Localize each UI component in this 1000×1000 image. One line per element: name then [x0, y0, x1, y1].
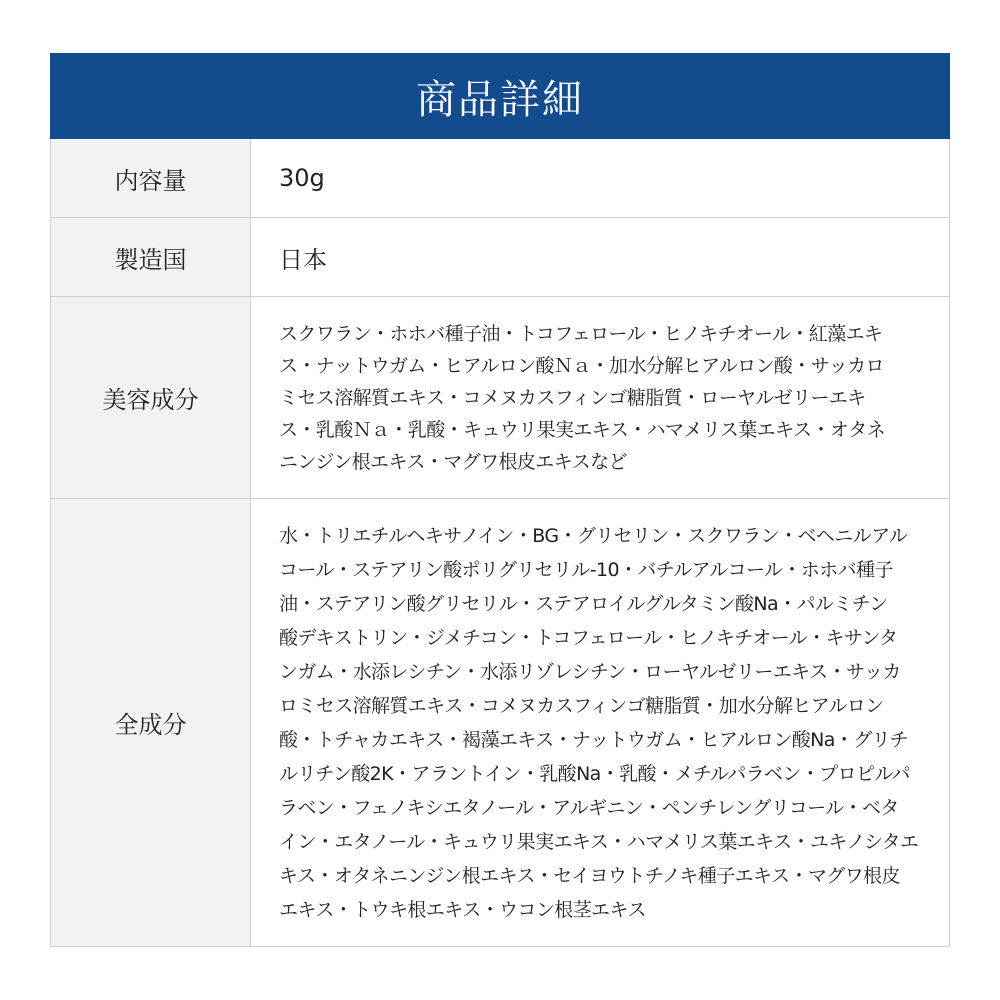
row-label: 製造国 [51, 218, 251, 296]
text-line: ラベン・フェノキシエタノール・アルギニン・ペンチレングリコール・ベタ [279, 796, 899, 819]
product-details-table [50, 53, 950, 947]
row-value [251, 499, 949, 946]
text-line: キス・オタネニンジン根エキス・セイヨウトチノキ種子エキス・マグワ根皮 [279, 864, 900, 887]
row-value [251, 297, 949, 498]
text-line: ニンジン根エキス・マグワ根皮エキスなど [279, 450, 627, 473]
row-label: 美容成分 [51, 297, 251, 498]
row-country [50, 218, 950, 297]
text-line: ス・乳酸Ｎａ・乳酸・キュウリ果実エキス・ハマメリス葉エキス・オタネ [279, 418, 886, 441]
text-line: コール・ステアリン酸ポリグリセリル-10・バチルアルコール・ホホバ種子 [279, 558, 893, 581]
text-line: 油・ステアリン酸グリセリル・ステアロイルグルタミン酸Na・パルミチン [279, 592, 888, 615]
table-title: 商品詳細 [50, 53, 950, 139]
row-label: 全成分 [51, 499, 251, 946]
row-all-ingredients [50, 499, 950, 947]
text-line: イン・エタノール・キュウリ果実エキス・ハマメリス葉エキス・ユキノシタエ [279, 830, 919, 853]
text-line: ンガム・水添レシチン・水添リゾレシチン・ローヤルゼリーエキス・サッカ [279, 660, 901, 683]
text-line: ルリチン酸2K・アラントイン・乳酸Na・乳酸・メチルパラベン・プロピルパ [279, 762, 910, 785]
row-content-amount [50, 139, 950, 218]
text-line: ロミセス溶解質エキス・コメヌカスフィンゴ糖脂質・加水分解ヒアルロン [279, 694, 884, 717]
row-value: 日本 [279, 245, 327, 274]
text-line: スクワラン・ホホバ種子油・トコフェロール・ヒノキチオール・紅藻エキ [279, 322, 883, 345]
text-line: 水・トリエチルヘキサノイン・BG・グリセリン・スクワラン・ベヘニルアル [279, 524, 908, 547]
text-line: ミセス溶解質エキス・コメヌカスフィンゴ糖脂質・ローヤルゼリーエキ [279, 386, 866, 409]
row-beauty-ingredients [50, 297, 950, 499]
text-line: 酸デキストリン・ジメチコン・トコフェロール・ヒノキチオール・キサンタ [279, 626, 898, 649]
text-line: エキス・トウキ根エキス・ウコン根茎エキス [279, 898, 646, 921]
row-value: 30g [279, 164, 325, 192]
row-label: 内容量 [51, 139, 251, 217]
text-line: ス・ナットウガム・ヒアルロン酸Ｎａ・加水分解ヒアルロン酸・サッカロ [279, 354, 884, 377]
text-line: 酸・トチャカエキス・褐藻エキス・ナットウガム・ヒアルロン酸Na・グリチ [279, 728, 909, 751]
